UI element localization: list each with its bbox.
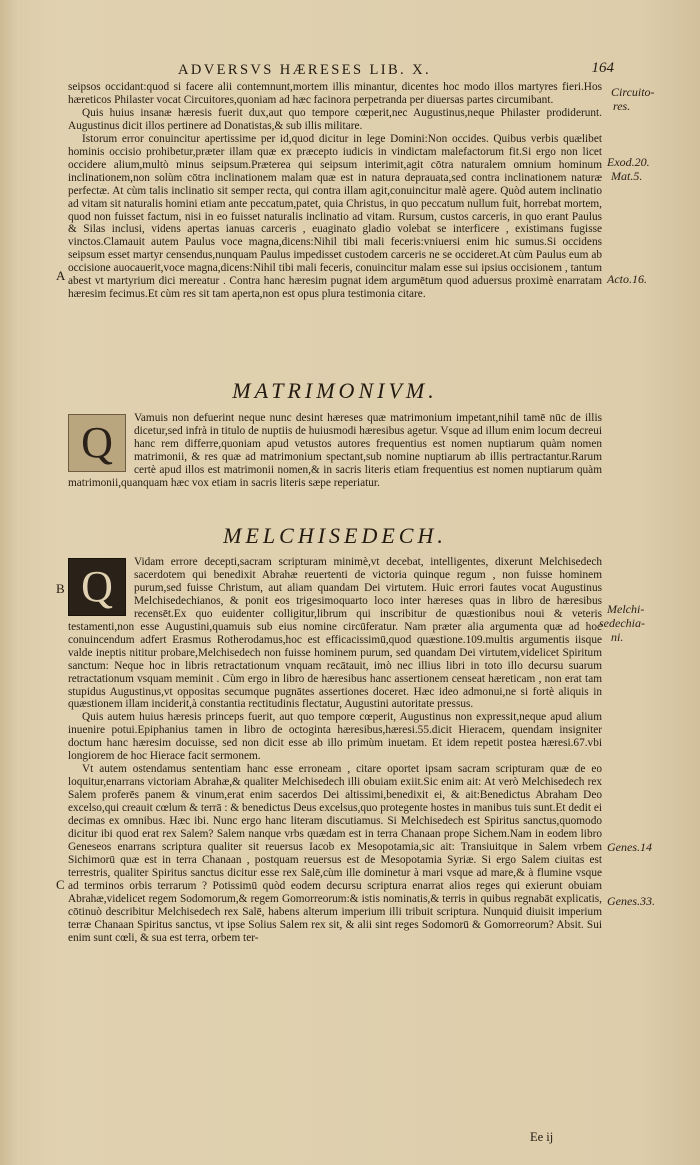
section-matrimonium xyxy=(68,412,602,490)
margin-note-matthew: Mat.5. xyxy=(611,169,643,183)
margin-note-circuitores: Circuito- xyxy=(611,85,655,99)
margin-note-melchisedechiani-2: sedechia- xyxy=(599,616,645,630)
paragraph: Istorum error conuincitur apertissime per id,quod dicitur in lege Domini:Non occides. Quibus verbis quælibet hominis occisio prohibetur,præter illam quæ ex præcepto iudicis in vindictam malefactorum fit.Si ergo non licet occidere alium,multò minus seipsum.Præterea qui seipsum interimit,agit cōtra naturalem omnium hominum inclinationem,non solùm cōtra inclinationem malam quæ est in natura deprauata,sed contra inclinationem naturæ perfectæ. At cùm talis inclinatio sit semper recta, qui contra illam agit,conuincitur malè agere. Quòd autem inclinatio ad vitam sit naturalis homini etiam ante peccatum,patet, quia Christus, in quo peccatum nullum fuit, horrebat mortem, quod non fuisset factum, nisi in eo fuisset naturalis inclinatio ad vitam. Rursum, custos carceris, in quo erant Paulus & Silas inclusi, videns apertas ianuas carceris , euaginato gladio volebat se interficere , existimans fugisse vinctos.Clamauit autem Paulus voce magna,dicens:Nihil tibi mali feceris:vniuersi enim hic sumus.Si occidens seipsum esset martyr censendus,nunquam Paulus impedisset custodem carceris ne se occideret.At cùm Paulus eum ab occisione auocauerit,voce magna,dicens:Nihil tibi mali feceris, conuincitur malam esse sui ipsius occisionem , tantum abest vt martyrium dici mereatur . Contra hanc hæresim pugnat idem argumētum quod aduersus proximè enarratam hæresim fecimus.Et cùm res sit tam aperta,non est opus plura testimonia citare. xyxy=(68,132,602,301)
paragraph: Quis autem huius hæresis princeps fuerit, aut quo tempore cœperit, Augustinus non expressit,neque apud alium inuenire potui.Epiphanius tamen in libro de octoginta hæresibus,hæresi.55.dicit Hieracem, quendam insigniter doctum hanc hæresim docuisse, sed non dicit esse ab illo primùm inuetam. Et idem repetit postea hæresi.67.vbi longiorem de hoc Hierace facit sermonem. xyxy=(68,711,602,763)
paragraph: Vt autem ostendamus sententiam hanc esse erroneam , citare oportet ipsam sacram scripturam quæ de eo loquitur,enarrans victoriam Abrahæ,& qualiter Melchisedech illi obuiam exiit.Sic enim ait: At verò Melchisedech rex Salem proferēs panem & vinum,erat enim sacerdos Dei altissimi,benedixit ei, & ait:Benedictus Abraham Deo excelso,qui creauit cœlum & terrā : & benedictus Deus excelsus,quo protegente hostes in manibus tuis sunt.Et dedit ei decimas ex omnibus. Hæc ibi. Nunc ergo hanc literam discutiamus. Si Melchisedech est Spiritus sanctus,quomodo dicitur ibi quod erat rex Salem? Salem nanque vrbs quædam est in terra Chanaan prope Sichem.Nam in eodem libro Geneseos enarrans scriptura qualiter sit reuersus Iacob ex Mesopotamia,sic ait: Transiuitque in Salem vrbem Sichimorū quæ est in terra Chanaan , postquam reuersus est de Mesopotamia Syriæ. Si ergo Salem ciuitas est terrestris, qualiter Spiritus sanctus dicitur esse rex Salē,cùm ille dominetur à mari vsque ad mare,& à flumine vsque ad terminos orbis terrarum ? Potissimū quòd eodem decursu scriptura enarrat alios reges qui exierunt obuiam Abrahæ,videlicet regem Sodomorum,& regem Gomorreorum:& istis nominatis,& terris in quibus regnabāt explicatis, cōtinuò describitur Melchisedech rex Salē, habens alterum imperium illi tribuit scriptura. Nunquid diuisit imperium terræ Chanaan Spiritus sanctus, vt ipse Solius Salem rex sit, & alii sint reges Sodomorū & Gomorreorum? Absit. Sui enim sunt cœli, & sua est terra, orbem ter- xyxy=(68,763,602,944)
section-title-melchisedech: MELCHISEDECH. xyxy=(223,523,447,548)
margin-letter-a: A xyxy=(56,268,66,283)
section-melchisedech xyxy=(68,556,602,945)
running-title: ADVERSVS HÆRESES LIB. X. xyxy=(178,62,431,78)
margin-note-genesis-33: Genes.33. xyxy=(607,894,655,908)
paragraph: Quis huius insanæ hæresis fuerit dux,aut quo tempore cœperit,nec Augustinus,neque Philaster prodiderunt. Augustinus dicit illos pertinere ad Donatistas,& sub illis militare. xyxy=(68,106,602,132)
initial-letter: Q xyxy=(81,417,113,467)
section-circuitores xyxy=(68,81,602,301)
margin-letter-c: C xyxy=(56,877,65,892)
margin-letter-b: B xyxy=(56,581,65,596)
decorated-initial xyxy=(68,414,126,472)
folio-number: 164 xyxy=(591,60,614,76)
margin-note-exodus: Exod.20. xyxy=(607,155,650,169)
margin-note-melchisedechiani-3: ni. xyxy=(611,630,624,644)
margin-note-genesis-14: Genes.14 xyxy=(607,840,652,854)
decorated-initial xyxy=(68,558,126,616)
margin-note-acts: Acto.16. xyxy=(607,272,647,286)
paragraph: Vamuis non defuerint neque nunc desint hæreses quæ matrimonium impetant,nihil tamē nūc de illis dicetur,sed infrà in titulo de nuptiis de huiusmodi hæresibus agetur. Vsque ad illum enim locum decreui hanc rem differre,quoniam apud vetustos autores frequentius est nomen nuptiarum quàm nomen matrimonii, & res quæ ad matrimonium spectant,sub nomine nuptiarum ab illis pertractantur.Rarum certè apud illos est matrimonii nomen,& in sacris literis etiam frequentius est nomen nuptiarum quàm matrimonii,quanquam hæc vox etiam in sacris literis sæpe reperiatur. xyxy=(68,412,602,489)
paragraph: Vidam errore decepti,sacram scripturam minimè,vt decebat, intelligentes, dixerunt Melchisedech sacerdotem qui benedixit Abrahæ reuertenti de victoria quinque regum , non fuisse hominem purum,sed fuisse Christum, aut aliam quandam Dei virtutem. Huic errori fautes vocat Augustinus Melchisedechianos, & ponit eos trigesimoquarto loco inter hæreses quas in libro de hæresibus recensēt.Ex quo euidenter colligitur,librum qui inscribitur de quæstionibus noui & veteris testamenti,non esse Augustini,quamuis sub eius nomine circūferatur. Nam præter alia argumenta quæ ad hoc conuincendum adfert Erasmus Rotherodamus,hoc est efficacissimū,quod quæstione.109.multis argumentis iisque valde ineptis nititur probare,Melchisedech non fuisse hominem purum, sed quandam Dei virtutem,videlicet Spiritum sanctum: Neque hoc in libris retractationum vnquam recātauit, imò nec illius libri in toto illo decursu suarum retractationum vsquam meminit . Cùm ergo in libro de hæresibus hanc assertionem censeat hæreticam , non erat tam stupidus Augustinus,vt oppositas secumque pugnātes assertiones doceret. Hæc ideo admonui,ne si fortè aliquis in quæstionem illam inciderit,à constantia rectitudinis flectatur, Augustini autoritate pressus. xyxy=(68,556,602,711)
initial-letter: Q xyxy=(81,561,113,611)
catchword: Ee ij xyxy=(530,1130,554,1144)
margin-note-circuitores-2: res. xyxy=(613,99,631,113)
section-title-matrimonium: MATRIMONIVM. xyxy=(232,378,438,403)
margin-note-melchisedechiani-1: Melchi- xyxy=(607,602,645,616)
page-header xyxy=(70,60,614,80)
paragraph: seipsos occidant:quod si facere alii contemnunt,mortem illis minantur, dicentes hoc modo illos martyres fieri.Hos hæreticos Philaster vocat Circuitores,quoniam ad hæc facinora perpetranda per diuersas partes circumibant. xyxy=(68,81,602,106)
